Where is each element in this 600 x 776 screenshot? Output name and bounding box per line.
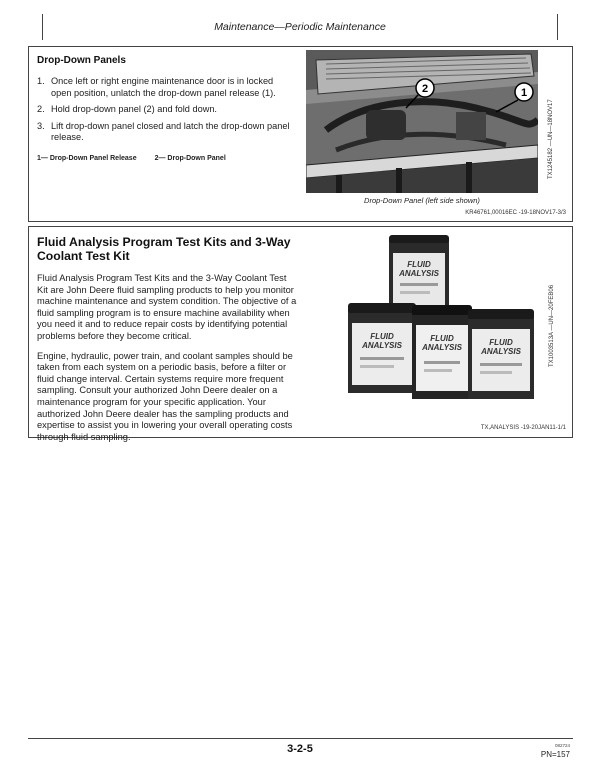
section-title: Drop-Down Panels — [37, 55, 126, 66]
drop-down-panels-text — [37, 55, 292, 162]
svg-text:FLUID: FLUID — [370, 332, 394, 341]
fluid-jar-left — [348, 303, 416, 393]
figure-code: TX1245182 —UN—18NOV17 — [548, 99, 554, 179]
svg-text:FLUID: FLUID — [430, 334, 454, 343]
paragraph: Fluid Analysis Program Test Kits and the 3-Way Coolant Test Kit are John Deere fluid sampling products to help you monitor machine maintenance and system condition. The objective of a fluid sampling program is to ensure machine availability when you need it and to reduce repair costs by identifying potential problems before they become critical. — [37, 273, 297, 341]
svg-text:FLUID: FLUID — [489, 338, 513, 347]
reference-code: TX,ANALYSIS -19-20JAN11-1/1 — [480, 425, 566, 431]
svg-text:ANALYSIS: ANALYSIS — [362, 341, 402, 350]
fluid-jar-middle — [412, 305, 472, 399]
figure-legend — [37, 155, 292, 162]
fluid-analysis-text — [37, 235, 297, 451]
drop-down-panel-photo — [306, 50, 538, 193]
fluid-jar-right — [468, 309, 534, 399]
paragraph: Engine, hydraulic, power train, and coolant samples should be taken from each system on a periodic basis, before a filter or fluid change interval. Certain systems require more frequent sampling. Consult your authorized John Deere dealer on a maintenance program for your specific application. Your authorized John Deere dealer has the sampling products and expertise to assist you in lowering your overall operating costs through fluid sampling. — [37, 350, 293, 442]
figure-code: TX1003513A —UN—20FEB06 — [549, 284, 555, 367]
footer-code: 082724 — [554, 743, 570, 748]
footer-divider — [28, 738, 573, 739]
svg-text:ANALYSIS: ANALYSIS — [422, 343, 462, 352]
legend-item: 2— Drop-Down Panel — [154, 154, 226, 162]
callout-1: 1 — [520, 87, 528, 99]
callout-2: 2 — [421, 83, 429, 95]
fluid-analysis-section — [28, 226, 573, 442]
drop-down-panels-section — [28, 46, 573, 222]
svg-text:ANALYSIS: ANALYSIS — [481, 347, 521, 356]
figure-caption: Drop-Down Panel (left side shown) — [364, 196, 480, 205]
page-header: Maintenance—Periodic Maintenance — [42, 14, 558, 40]
steps-list — [37, 76, 292, 144]
pn-label: PN=157 — [540, 750, 570, 759]
reference-code: KR46761,00016EC -19-18NOV17-3/3 — [465, 210, 566, 216]
page-number: 3-2-5 — [287, 743, 313, 755]
svg-text:FLUID: FLUID — [407, 260, 431, 269]
step-item: 3. Lift drop-down panel closed and latch the drop-down panel release. — [37, 120, 290, 142]
fluid-analysis-kits-photo — [344, 233, 544, 403]
legend-item: 1— Drop-Down Panel Release — [37, 154, 137, 162]
section-title: Fluid Analysis Program Test Kits and 3-Way Coolant Test Kit — [37, 235, 291, 263]
step-item: 1. Once left or right engine maintenance door is in locked open position, unlatch the drop-down panel release (1). — [37, 76, 276, 98]
svg-text:ANALYSIS: ANALYSIS — [399, 269, 439, 278]
step-item: 2. Hold drop-down panel (2) and fold down. — [37, 104, 217, 114]
